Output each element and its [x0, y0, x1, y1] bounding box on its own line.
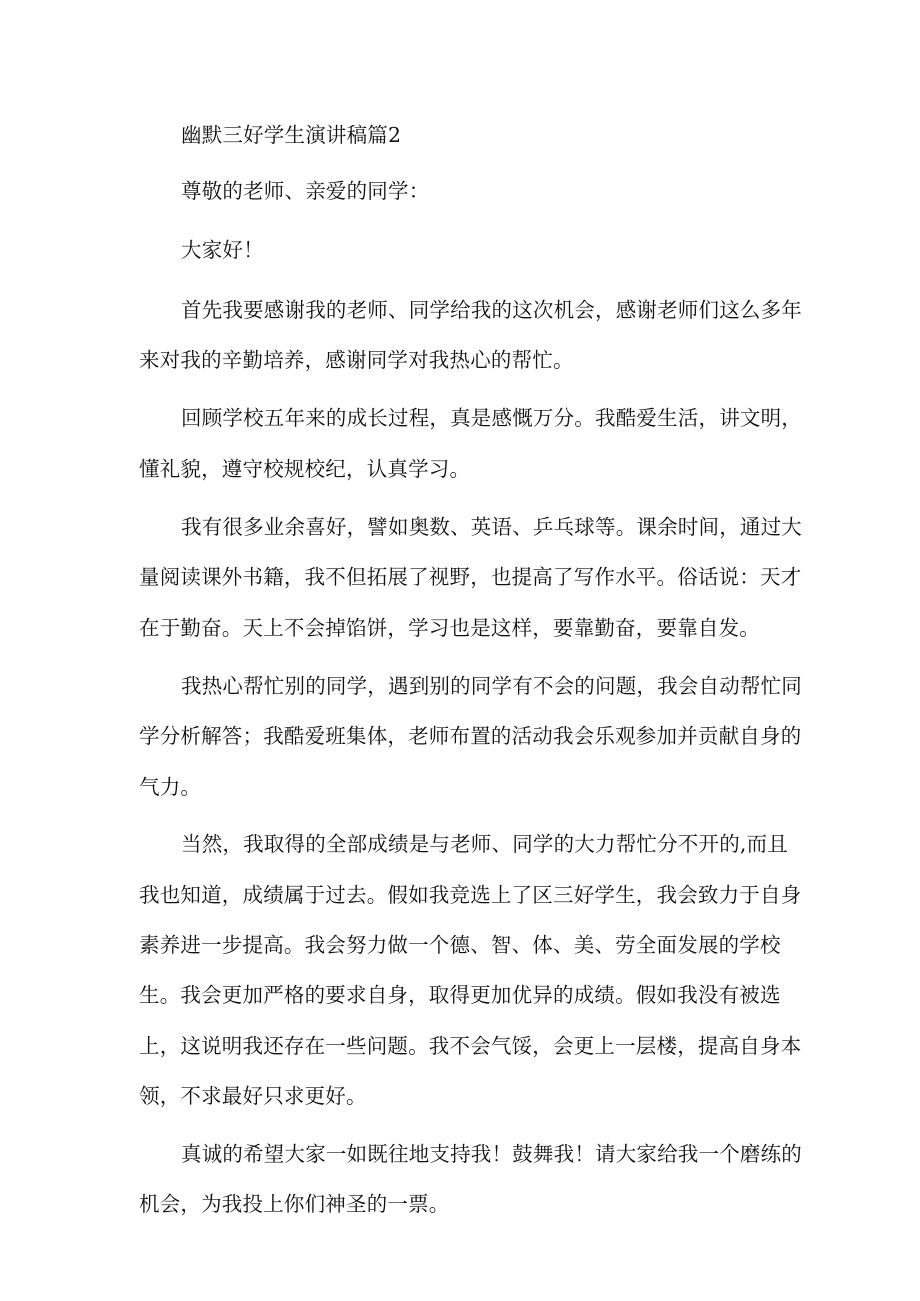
- paragraph-2-line-1: 回顾学校五年来的成长过程，真是感慨万分。我酷爱生活，讲文明，: [181, 406, 802, 430]
- paragraph-5-line-6: 领，不求最好只求更好。: [139, 1084, 367, 1108]
- greeting: 大家好！: [181, 238, 264, 262]
- paragraph-5-line-4: 生。我会更加严格的要求自身，取得更加优异的成绩。假如我没有被选: [139, 983, 781, 1007]
- document-title: 幽默三好学生演讲稿篇2: [181, 123, 402, 147]
- paragraph-4-line-3: 气力。: [139, 775, 202, 799]
- paragraph-4-line-1: 我热心帮忙别的同学，遇到别的同学有不会的问题，我会自动帮忙同: [181, 674, 802, 698]
- paragraph-3-line-2: 量阅读课外书籍，我不但拓展了视野，也提高了写作水平。俗话说：天才: [139, 565, 802, 589]
- paragraph-1-line-2: 来对我的辛勤培养，感谢同学对我热心的帮忙。: [139, 348, 574, 372]
- paragraph-5-line-2: 我也知道，成绩属于过去。假如我竞选上了区三好学生，我会致力于自身: [139, 883, 802, 907]
- paragraph-5-line-3: 素养进一步提高。我会努力做一个德、智、体、美、劳全面发展的学校: [139, 933, 781, 957]
- paragraph-3-line-1: 我有很多业余喜好，譬如奥数、英语、乒乓球等。课余时间，通过大: [181, 515, 802, 539]
- salutation: 尊敬的老师、亲爱的同学：: [181, 179, 430, 203]
- paragraph-2-line-2: 懂礼貌，遵守校规校纪，认真学习。: [139, 457, 471, 481]
- paragraph-6-line-2: 机会，为我投上你们神圣的一票。: [139, 1192, 450, 1216]
- paragraph-3-line-3: 在于勤奋。天上不会掉馅饼，学习也是这样，要靠勤奋，要靠自发。: [139, 616, 760, 640]
- paragraph-4-line-2: 学分析解答；我酷爱班集体，老师布置的活动我会乐观参加并贡献自身的: [139, 724, 802, 748]
- paragraph-6-line-1: 真诚的希望大家一如既往地支持我！鼓舞我！请大家给我一个磨练的: [181, 1142, 802, 1166]
- paragraph-1-line-1: 首先我要感谢我的老师、同学给我的这次机会，感谢老师们这么多年: [181, 298, 802, 322]
- paragraph-5-line-5: 上，这说明我还存在一些问题。我不会气馁，会更上一层楼，提高自身本: [139, 1034, 802, 1058]
- paragraph-5-line-1: 当然，我取得的全部成绩是与老师、同学的大力帮忙分不开的,而且: [181, 832, 789, 856]
